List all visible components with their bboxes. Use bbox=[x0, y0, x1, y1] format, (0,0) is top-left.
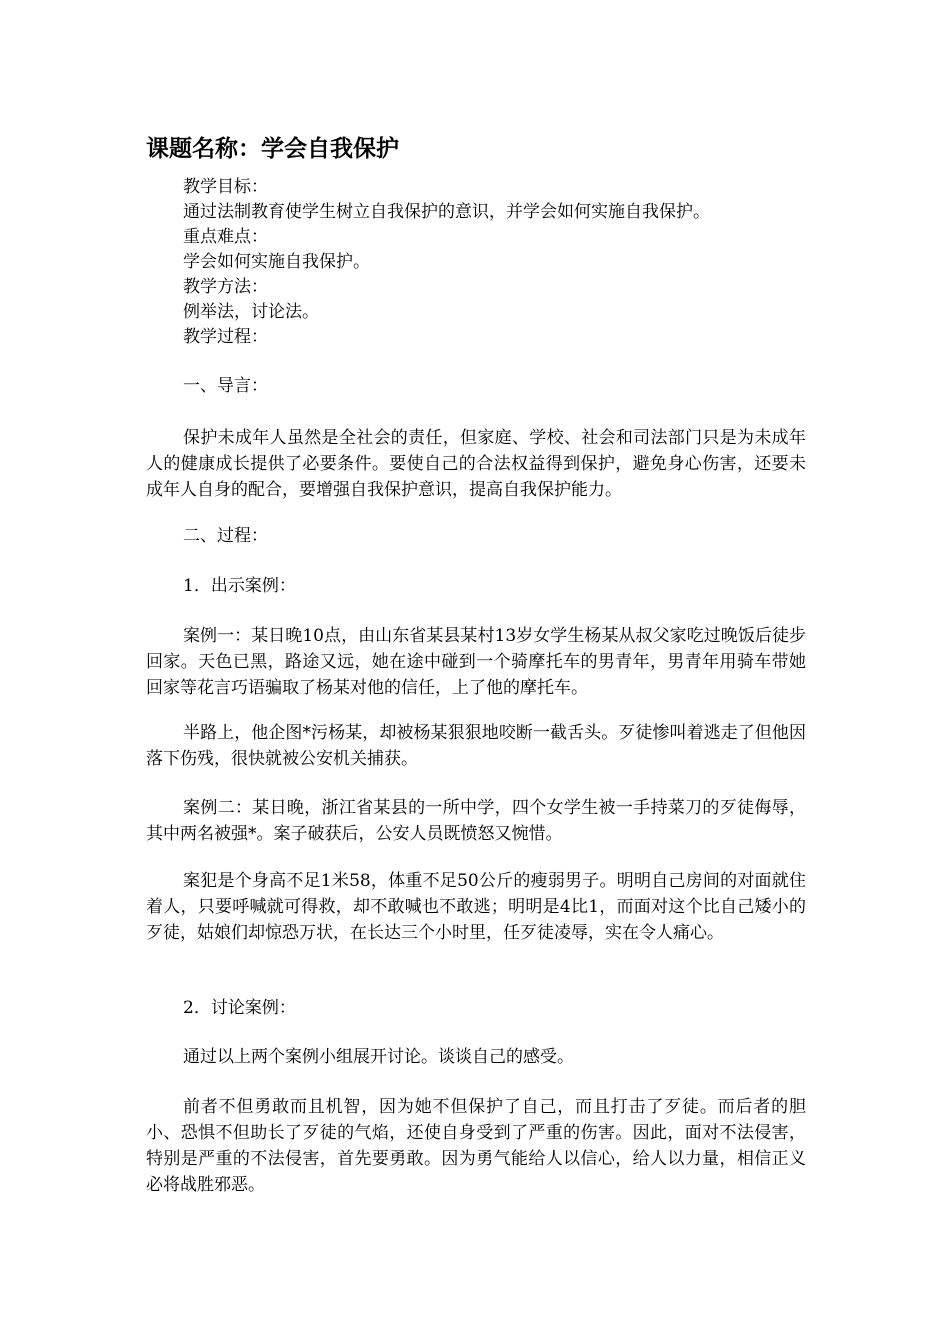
goal-text: 通过法制教育使学生树立自我保护的意识，并学会如何实施自我保护。 bbox=[183, 202, 710, 222]
lesson-title: 课题名称：学会自我保护 bbox=[146, 136, 399, 162]
case2-paragraph: 案例二：某日晚，浙江省某县的一所中学，四个女学生被一手持菜刀的歹徒侮辱，其中两名被强*。案子破获后，公安人员既愤怒又惋惜。 bbox=[146, 798, 806, 844]
method-text: 例举法，讨论法。 bbox=[183, 302, 319, 322]
intro-paragraph: 保护未成年人虽然是全社会的责任，但家庭、学校、社会和司法部门只是为未成年人的健康成长提供了必要条件。要使自己的合法权益得到保护，避免身心伤害，还要未成年人自身的配合，要增强自我保护意识，提高自我保护能力。 bbox=[146, 428, 806, 500]
case1-followup-paragraph: 半路上，他企图*污杨某，却被杨某狠狠地咬断一截舌头。歹徒惨叫着逃走了但他因落下伤残，很快就被公安机关捕获。 bbox=[146, 723, 806, 769]
key-label: 重点难点： bbox=[183, 227, 268, 247]
section2-heading: 二、过程： bbox=[183, 526, 268, 546]
method-label: 教学方法： bbox=[183, 277, 268, 297]
process-label: 教学过程： bbox=[183, 327, 268, 347]
discussion-paragraph: 前者不但勇敢而且机智，因为她不但保护了自己，而且打击了歹徒。而后者的胆小、恐惧不但助长了歹徒的气焰，还使自身受到了严重的伤害。因此，面对不法侵害，特别是严重的不法侵害，首先要勇敢。因为勇气能给人以信心，给人以力量，相信正义必将战胜邪恶。 bbox=[146, 1097, 806, 1195]
discussion-intro: 通过以上两个案例小组展开讨论。谈谈自己的感受。 bbox=[183, 1047, 574, 1067]
case2-followup-paragraph: 案犯是个身高不足1米58，体重不足50公斤的瘦弱男子。明明自己房间的对面就住着人，只要呼喊就可得救，却不敢喊也不敢逃；明明是4比1，而面对这个比自己矮小的歹徒，姑娘们却惊恐万状，在长达三个小时里，任歹徒凌辱，实在令人痛心。 bbox=[146, 871, 806, 943]
step1-heading: 1．出示案例： bbox=[183, 576, 296, 596]
case1-paragraph: 案例一：某日晚10点，由山东省某县某村13岁女学生杨某从叔父家吃过晚饭后徒步回家。天色已黑，路途又远，她在途中碰到一个骑摩托车的男青年，男青年用骑车带她回家等花言巧语骗取了杨某对他的信任，上了他的摩托车。 bbox=[146, 626, 806, 698]
goal-label: 教学目标： bbox=[183, 177, 268, 197]
section1-heading: 一、导言： bbox=[183, 376, 268, 396]
step2-heading: 2．讨论案例： bbox=[183, 998, 296, 1018]
key-text: 学会如何实施自我保护。 bbox=[183, 252, 370, 272]
